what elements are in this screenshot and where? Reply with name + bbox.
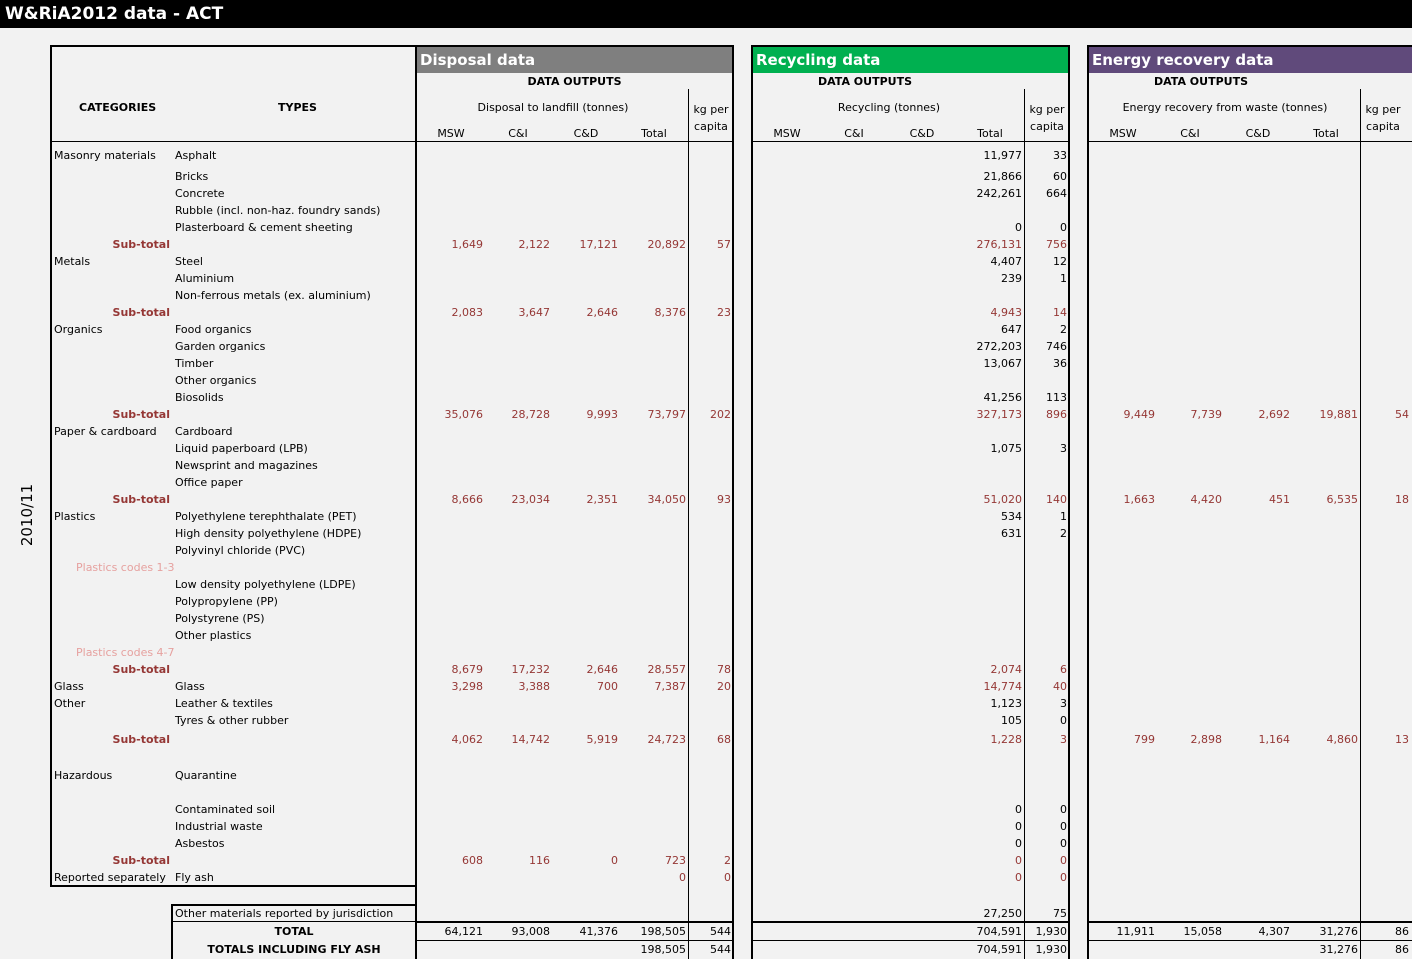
type-label: Polyvinyl chloride (PVC) [175, 544, 306, 557]
recycling-cell-3: 0 [1015, 871, 1022, 884]
disposal-cell-4: 0 [724, 871, 731, 884]
disposal-cell-3: 8,376 [654, 306, 686, 319]
recycling-cell-3: 239 [1001, 272, 1022, 285]
total-disposal-cell-0: 64,121 [444, 925, 483, 938]
total-fly-energy-cell-3: 31,276 [1319, 943, 1358, 956]
recycling-cell-3: 1,228 [990, 733, 1022, 746]
recycling-cell-3: 1,123 [990, 697, 1022, 710]
type-label: Rubble (incl. non-haz. foundry sands) [175, 204, 381, 217]
total-fly-recycling-cell-3: 704,591 [976, 943, 1022, 956]
recycling-cell-4: 3 [1060, 733, 1067, 746]
energy-cell-2: 1,164 [1258, 733, 1290, 746]
disposal-cell-1: 116 [529, 854, 550, 867]
total-fly-ash-label: TOTALS INCLUDING FLY ASH [207, 943, 381, 956]
disposal-cell-2: 0 [611, 854, 618, 867]
disposal-cell-1: 3,388 [518, 680, 550, 693]
recycling-cell-3: 21,866 [983, 170, 1022, 183]
recycling-cell-3: 105 [1001, 714, 1022, 727]
recycling-cell-4: 3 [1060, 442, 1067, 455]
recycling-cell-3: 14,774 [983, 680, 1022, 693]
subtotal-label: Sub-total [112, 306, 170, 319]
recycling-cell-3: 272,203 [976, 340, 1022, 353]
recycling-cell-4: 3 [1060, 697, 1067, 710]
energy-cell-3: 6,535 [1326, 493, 1358, 506]
disposal-cell-0: 8,679 [451, 663, 483, 676]
category-label: Masonry materials [54, 149, 156, 162]
type-label: Liquid paperboard (LPB) [175, 442, 308, 455]
type-label: Other plastics [175, 629, 252, 642]
total-energy-cell-3: 31,276 [1319, 925, 1358, 938]
energy-subtitle: Energy recovery from waste (tonnes) [1122, 101, 1328, 114]
disposal-cell-1: 28,728 [511, 408, 550, 421]
plastics-codes-label: Plastics codes 1-3 [76, 561, 175, 574]
window-title: W&RiA2012 data - ACT [0, 0, 1412, 28]
type-label: High density polyethylene (HDPE) [175, 527, 362, 540]
energy-kg-header: kg per capita [1365, 103, 1401, 133]
category-label: Reported separately [54, 871, 166, 884]
disposal-cell-3: 20,892 [647, 238, 686, 251]
disposal-cell-2: 9,993 [586, 408, 618, 421]
energy-cell-4: 54 [1395, 408, 1409, 421]
recycling-cell-4: 1 [1060, 272, 1067, 285]
type-label: Bricks [175, 170, 209, 183]
disposal-kg-header: kg per capita [693, 103, 729, 133]
recycling-cell-4: 60 [1053, 170, 1067, 183]
subtotal-label: Sub-total [112, 854, 170, 867]
disposal-total-line [415, 921, 734, 923]
type-label: Asphalt [175, 149, 217, 162]
recycling-cell-3: 51,020 [983, 493, 1022, 506]
disposal-kg-divider [688, 89, 689, 959]
recycling-cell-4: 6 [1060, 663, 1067, 676]
recycling-cell-4: 746 [1046, 340, 1067, 353]
recycling-cell-3: 2,074 [990, 663, 1022, 676]
energy-cell-0: 799 [1134, 733, 1155, 746]
type-label: Garden organics [175, 340, 266, 353]
disposal-cell-2: 2,351 [586, 493, 618, 506]
recycling-cell-3: 276,131 [976, 238, 1022, 251]
recycling-header-divider [751, 141, 1070, 142]
disposal-header: Disposal data [417, 47, 732, 73]
energy-cell-0: 9,449 [1123, 408, 1155, 421]
energy-total-header: Total [1313, 127, 1339, 140]
type-label: Polyethylene terephthalate (PET) [175, 510, 357, 523]
type-label: Leather & textiles [175, 697, 273, 710]
total-disposal-cell-2: 41,376 [579, 925, 618, 938]
recycling-cell-3: 4,943 [990, 306, 1022, 319]
total-fly-energy-cell-4: 86 [1395, 943, 1409, 956]
recycling-cell-3: 0 [1015, 221, 1022, 234]
recycling-cell-4: 896 [1046, 408, 1067, 421]
disposal-cell-3: 34,050 [647, 493, 686, 506]
energy-cell-3: 4,860 [1326, 733, 1358, 746]
type-label: Biosolids [175, 391, 224, 404]
categories-header: CATEGORIES [79, 101, 157, 114]
total-disposal-cell-4: 544 [710, 925, 731, 938]
total-recycling-cell-4: 1,930 [1035, 925, 1067, 938]
recycling-cell-3: 0 [1015, 837, 1022, 850]
recycling-cell-3: 0 [1015, 854, 1022, 867]
recycling-cell-4: 12 [1053, 255, 1067, 268]
category-label: Organics [54, 323, 103, 336]
total-disposal-cell-1: 93,008 [511, 925, 550, 938]
disposal-cell-0: 1,649 [451, 238, 483, 251]
disposal-cell-3: 24,723 [647, 733, 686, 746]
disposal-cell-1: 2,122 [518, 238, 550, 251]
energy-total-fly-line [1087, 940, 1412, 941]
subtotal-label: Sub-total [112, 663, 170, 676]
type-label: Contaminated soil [175, 803, 276, 816]
energy-cell-4: 13 [1395, 733, 1409, 746]
recycling-total-fly-line [751, 940, 1070, 941]
energy-total-line [1087, 921, 1412, 923]
total-fly-disposal-cell-3: 198,505 [640, 943, 686, 956]
recycling-cell-4: 0 [1060, 871, 1067, 884]
total-energy-cell-4: 86 [1395, 925, 1409, 938]
energy-cell-2: 2,692 [1258, 408, 1290, 421]
other-materials-label: Other materials reported by jurisdiction [175, 907, 394, 920]
recycling-cell-3: 534 [1001, 510, 1022, 523]
disposal-cell-1: 14,742 [511, 733, 550, 746]
total-disposal-cell-3: 198,505 [640, 925, 686, 938]
disposal-cell-0: 608 [462, 854, 483, 867]
recycling-cd-header: C&D [909, 127, 935, 140]
type-label: Fly ash [175, 871, 214, 884]
total-fly-recycling-cell-4: 1,930 [1035, 943, 1067, 956]
energy-cell-2: 451 [1269, 493, 1290, 506]
type-label: Concrete [175, 187, 225, 200]
disposal-cell-3: 0 [679, 871, 686, 884]
category-label: Paper & cardboard [54, 425, 157, 438]
recycling-cell-4: 0 [1060, 714, 1067, 727]
disposal-cell-0: 4,062 [451, 733, 483, 746]
recycling-cell-3: 327,173 [976, 408, 1022, 421]
disposal-cell-0: 2,083 [451, 306, 483, 319]
subtotal-label: Sub-total [112, 408, 170, 421]
disposal-cell-3: 73,797 [647, 408, 686, 421]
disposal-cell-3: 28,557 [647, 663, 686, 676]
energy-kg-divider [1360, 89, 1361, 959]
type-label: Timber [175, 357, 214, 370]
type-label: Newsprint and magazines [175, 459, 318, 472]
type-label: Quarantine [175, 769, 237, 782]
type-label: Polypropylene (PP) [175, 595, 278, 608]
type-label: Tyres & other rubber [175, 714, 289, 727]
type-label: Plasterboard & cement sheeting [175, 221, 353, 234]
type-label: Asbestos [175, 837, 225, 850]
subtotal-label: Sub-total [112, 493, 170, 506]
disposal-cell-1: 17,232 [511, 663, 550, 676]
disposal-cell-4: 78 [717, 663, 731, 676]
category-label: Plastics [54, 510, 96, 523]
disposal-msw-header: MSW [437, 127, 465, 140]
energy-header-divider [1087, 141, 1412, 142]
disposal-total-header: Total [641, 127, 667, 140]
disposal-cell-0: 8,666 [451, 493, 483, 506]
disposal-subtitle: Disposal to landfill (tonnes) [477, 101, 629, 114]
recycling-kg-header: kg per capita [1029, 103, 1065, 133]
disposal-cell-4: 2 [724, 854, 731, 867]
recycling-cell-4: 140 [1046, 493, 1067, 506]
recycling-cell-3: 631 [1001, 527, 1022, 540]
disposal-cell-2: 5,919 [586, 733, 618, 746]
disposal-cell-2: 2,646 [586, 663, 618, 676]
energy-cell-1: 7,739 [1190, 408, 1222, 421]
disposal-cell-1: 23,034 [511, 493, 550, 506]
category-label: Other [54, 697, 86, 710]
disposal-cell-0: 3,298 [451, 680, 483, 693]
recycling-cell-4: 756 [1046, 238, 1067, 251]
recycling-cell-3: 13,067 [983, 357, 1022, 370]
category-label: Glass [54, 680, 84, 693]
recycling-header: Recycling data [753, 47, 1068, 73]
total-energy-cell-2: 4,307 [1258, 925, 1290, 938]
total-fly-disposal-cell-4: 544 [710, 943, 731, 956]
type-label: Office paper [175, 476, 243, 489]
energy-cd-header: C&D [1245, 127, 1271, 140]
disposal-cell-4: 68 [717, 733, 731, 746]
disposal-cell-3: 7,387 [654, 680, 686, 693]
recycling-cell-4: 0 [1060, 837, 1067, 850]
recycling-msw-header: MSW [773, 127, 801, 140]
recycling-outputs-label: DATA OUTPUTS [818, 75, 912, 88]
recycling-cell-4: 0 [1060, 854, 1067, 867]
plastics-codes-label: Plastics codes 4-7 [76, 646, 175, 659]
recycling-cell-3: 41,256 [983, 391, 1022, 404]
recycling-total-header: Total [977, 127, 1003, 140]
recycling-cell-3: 647 [1001, 323, 1022, 336]
recycling-cell-3: 0 [1015, 803, 1022, 816]
disposal-cell-4: 23 [717, 306, 731, 319]
type-label: Steel [175, 255, 203, 268]
recycling-cell-4: 0 [1060, 803, 1067, 816]
disposal-cell-1: 3,647 [518, 306, 550, 319]
disposal-cell-4: 202 [710, 408, 731, 421]
type-label: Other organics [175, 374, 257, 387]
type-label: Low density polyethylene (LDPE) [175, 578, 356, 591]
disposal-cell-4: 93 [717, 493, 731, 506]
recycling-cell-4: 664 [1046, 187, 1067, 200]
recycling-cell-4: 40 [1053, 680, 1067, 693]
disposal-ci-header: C&I [508, 127, 528, 140]
subtotal-label: Sub-total [112, 238, 170, 251]
other-materials-recycling-cell-4: 75 [1053, 907, 1067, 920]
recycling-subtitle: Recycling (tonnes) [837, 101, 941, 114]
year-label: 2010/11 [18, 483, 36, 547]
recycling-cell-4: 113 [1046, 391, 1067, 404]
energy-outputs-label: DATA OUTPUTS [1154, 75, 1248, 88]
type-label: Cardboard [175, 425, 233, 438]
recycling-total-line [751, 921, 1070, 923]
disposal-total-fly-line [415, 940, 734, 941]
recycling-cell-4: 2 [1060, 323, 1067, 336]
energy-cell-4: 18 [1395, 493, 1409, 506]
disposal-cell-2: 17,121 [579, 238, 618, 251]
recycling-cell-3: 11,977 [983, 149, 1022, 162]
type-label: Non-ferrous metals (ex. aluminium) [175, 289, 371, 302]
energy-cell-0: 1,663 [1123, 493, 1155, 506]
recycling-ci-header: C&I [844, 127, 864, 140]
recycling-cell-4: 0 [1060, 820, 1067, 833]
header-divider [50, 141, 417, 142]
energy-header: Energy recovery data [1089, 47, 1412, 73]
total-label: TOTAL [274, 925, 314, 938]
other-materials-recycling-cell-3: 27,250 [983, 907, 1022, 920]
type-label: Aluminium [175, 272, 235, 285]
total-recycling-cell-3: 704,591 [976, 925, 1022, 938]
recycling-cell-3: 242,261 [976, 187, 1022, 200]
recycling-cell-4: 0 [1060, 221, 1067, 234]
recycling-cell-4: 36 [1053, 357, 1067, 370]
total-energy-cell-1: 15,058 [1183, 925, 1222, 938]
recycling-cell-3: 4,407 [990, 255, 1022, 268]
disposal-cell-2: 700 [597, 680, 618, 693]
recycling-cell-4: 33 [1053, 149, 1067, 162]
energy-cell-1: 4,420 [1190, 493, 1222, 506]
recycling-cell-4: 2 [1060, 527, 1067, 540]
energy-cell-3: 19,881 [1319, 408, 1358, 421]
total-energy-cell-0: 11,911 [1116, 925, 1155, 938]
type-label: Industrial waste [175, 820, 263, 833]
disposal-outputs-label: DATA OUTPUTS [527, 75, 622, 88]
energy-msw-header: MSW [1109, 127, 1137, 140]
energy-cell-1: 2,898 [1190, 733, 1222, 746]
recycling-cell-4: 1 [1060, 510, 1067, 523]
disposal-cell-0: 35,076 [444, 408, 483, 421]
type-label: Food organics [175, 323, 252, 336]
recycling-cell-3: 1,075 [990, 442, 1022, 455]
other-materials-divider [171, 921, 417, 922]
disposal-cell-2: 2,646 [586, 306, 618, 319]
subtotal-label: Sub-total [112, 733, 170, 746]
category-label: Hazardous [54, 769, 113, 782]
disposal-cell-3: 723 [665, 854, 686, 867]
disposal-cell-4: 57 [717, 238, 731, 251]
type-label: Polystyrene (PS) [175, 612, 265, 625]
disposal-cd-header: C&D [573, 127, 599, 140]
type-label: Glass [175, 680, 205, 693]
energy-ci-header: C&I [1180, 127, 1200, 140]
recycling-cell-4: 14 [1053, 306, 1067, 319]
recycling-cell-3: 0 [1015, 820, 1022, 833]
disposal-cell-4: 20 [717, 680, 731, 693]
category-label: Metals [54, 255, 91, 268]
types-header: TYPES [278, 101, 317, 114]
disposal-header-divider [415, 141, 734, 142]
